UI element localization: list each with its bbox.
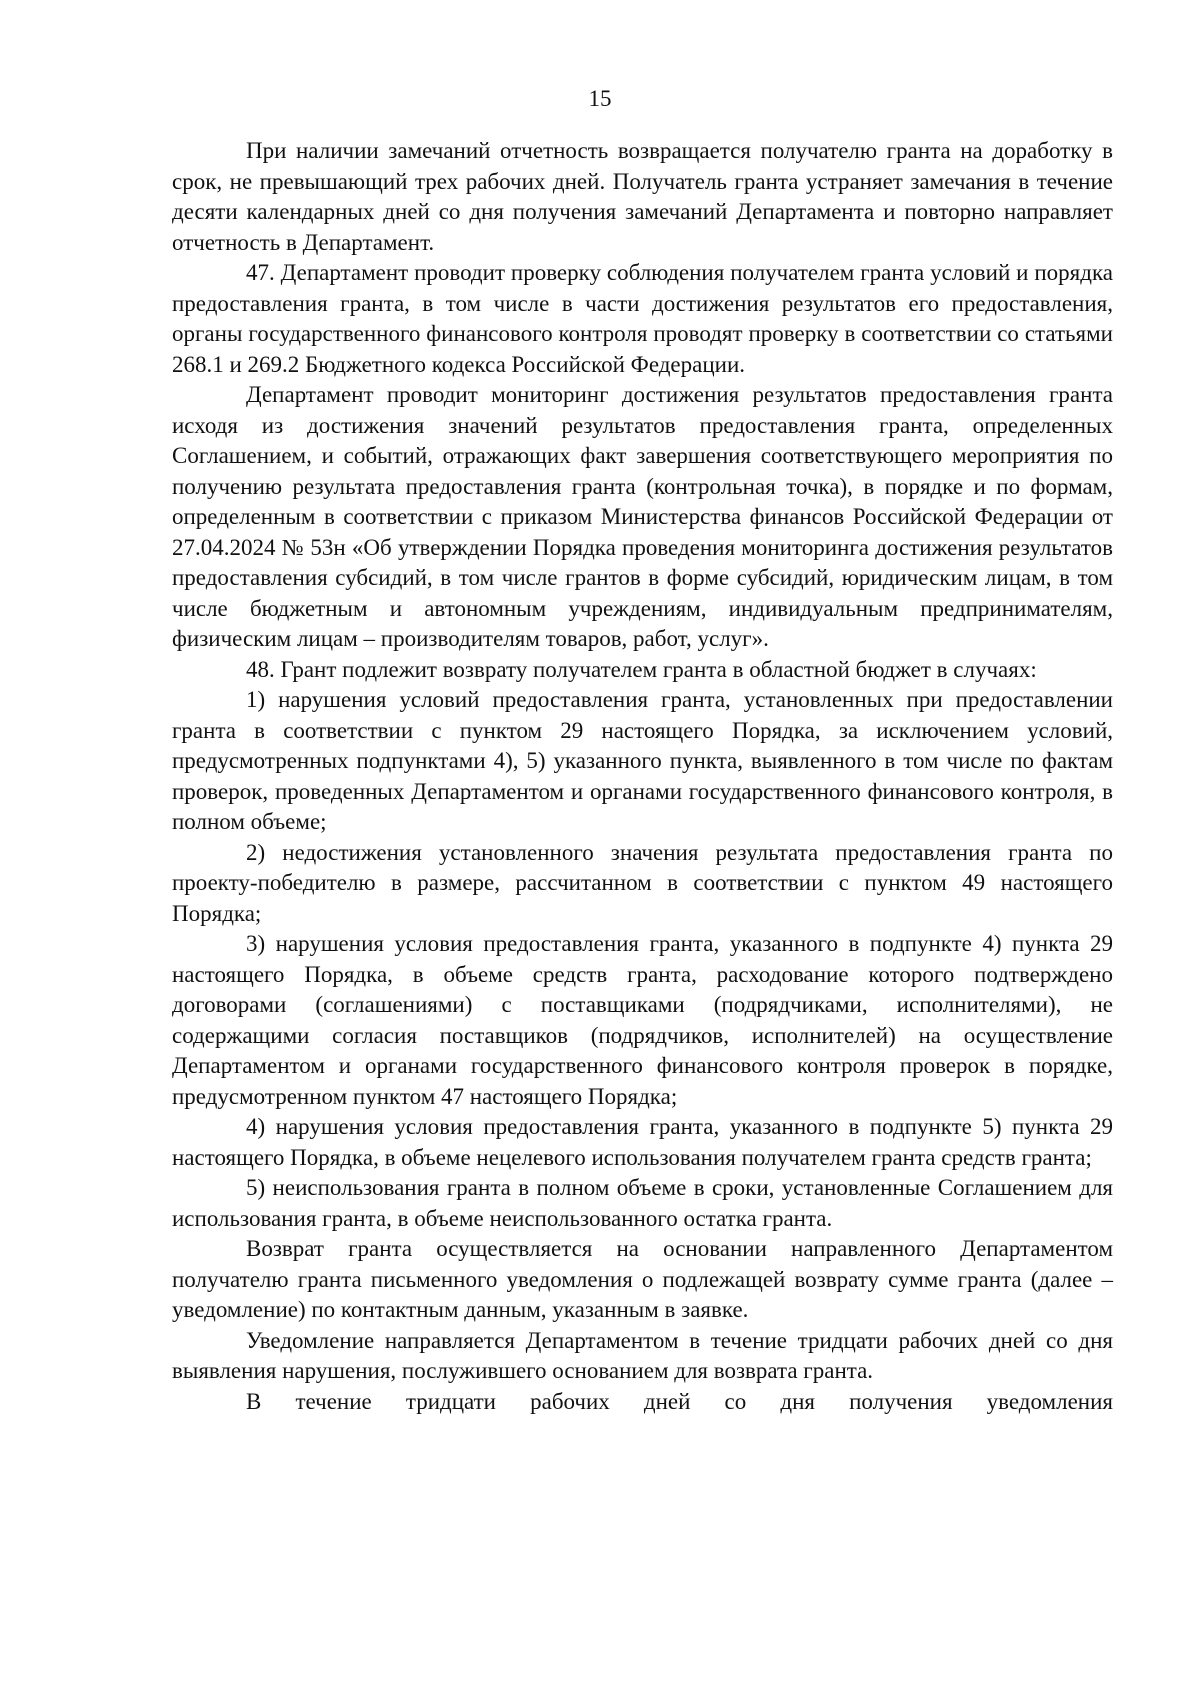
paragraph-continued: В течение тридцати рабочих дней со дня получения уведомления bbox=[246, 1388, 1113, 1414]
page-number: 15 bbox=[588, 86, 612, 111]
paragraph-monitoring: Департамент проводит мониторинг достижения результатов предоставления гранта исходя из достижения значений результатов предоставления гранта, определенных Соглашением, и событий, отражающих факт завершения соответствующего мероприятия по получению результата предоставления гранта (контрольная точка), в порядке и по формам, определенным в соответствии с приказом Министерства финансов Российской Федерации от 27.04.2024 № 53н «Об утверждении Порядка проведения мониторинга достижения результатов предоставления субсидий, в том числе грантов в форме субсидий, юридическим лицам, в том числе бюджетным и автономным учреждениям, индивидуальным предпринимателям, физическим лицам – производителям товаров, работ, услуг». bbox=[172, 382, 1113, 651]
list-item-3: 3) нарушения условия предоставления гранта, указанного в подпункте 4) пункта 29 настоящего Порядка, в объеме средств гранта, расходование которого подтверждено договорами (соглашениями) с поставщиками (подрядчиками, исполнителями), не содержащими согласия поставщиков (подрядчиков, исполнителей) на осуществление Департаментом и органами государственного финансового контроля проверок в порядке, предусмотренном пунктом 47 настоящего Порядка; bbox=[172, 931, 1113, 1109]
list-item-5: 5) неиспользования гранта в полном объеме в сроки, установленные Соглашением для использования гранта, в объеме неиспользованного остатка гранта. bbox=[172, 1175, 1113, 1231]
paragraph-report-remarks: При наличии замечаний отчетность возвращается получателю гранта на доработку в срок, не превышающий трех рабочих дней. Получатель гранта устраняет замечания в течение десяти календарных дней со дня получения замечаний Департамента и повторно направляет отчетность в Департамент. bbox=[172, 138, 1113, 255]
paragraph-48-refund-cases: 48. Грант подлежит возврату получателем гранта в областной бюджет в случаях: bbox=[246, 656, 1037, 682]
document-body bbox=[172, 136, 1113, 1417]
list-item-4: 4) нарушения условия предоставления гранта, указанного в подпункте 5) пункта 29 настоящего Порядка, в объеме нецелевого использования получателем гранта средств гранта; bbox=[172, 1114, 1113, 1170]
paragraph-notice-deadline: Уведомление направляется Департаментом в течение тридцати рабочих дней со дня выявления нарушения, послужившего основанием для возврата гранта. bbox=[172, 1327, 1113, 1383]
list-item-1: 1) нарушения условий предоставления гранта, установленных при предоставлении гранта в соответствии с пунктом 29 настоящего Порядка, за исключением условий, предусмотренных подпунктами 4), 5) указанного пункта, выявленного в том числе по фактам проверок, проведенных Департаментом и органами государственного финансового контроля, в полном объеме; bbox=[172, 687, 1113, 834]
list-item-2: 2) недостижения установленного значения результата предоставления гранта по проекту-победителю в размере, рассчитанном в соответствии с пунктом 49 настоящего Порядка; bbox=[172, 839, 1113, 926]
paragraph-refund-notice: Возврат гранта осуществляется на основании направленного Департаментом получателю гранта письменного уведомления о подлежащей возврату сумме гранта (далее – уведомление) по контактным данным, указанным в заявке. bbox=[172, 1236, 1113, 1322]
paragraph-47-inspection: 47. Департамент проводит проверку соблюдения получателем гранта условий и порядка предоставления гранта, в том числе в части достижения результатов его предоставления, органы государственного финансового контроля проводят проверку в соответствии со статьями 268.1 и 269.2 Бюджетного кодекса Российской Федерации. bbox=[172, 260, 1113, 377]
